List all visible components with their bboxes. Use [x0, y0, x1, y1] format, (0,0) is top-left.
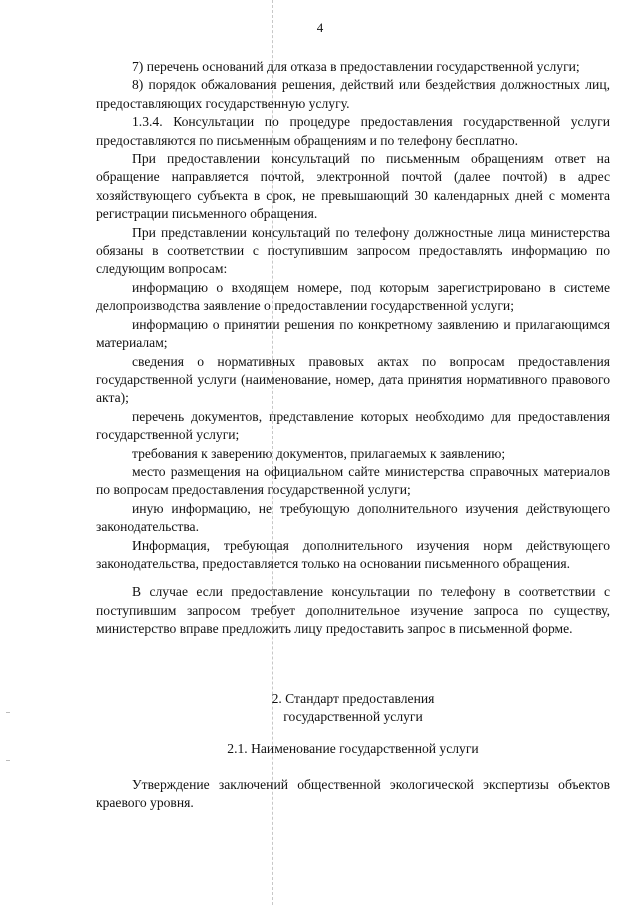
list-item: иную информацию, не требующую дополнительного изучения действующего законодательства.	[96, 500, 610, 535]
paragraph: При предоставлении консультаций по письменным обращениям ответ на обращение направляется почтой, электронной почтой (далее почтой) в адрес хозяйствующего субъекта в срок, не превышающий 30 календарных дней с момента регистрации письменного обращения.	[96, 151, 610, 222]
final-section	[96, 776, 610, 813]
list-item: место размещения на официальном сайте министерства справочных материалов по вопросам предоставления государственной услуги;	[96, 463, 610, 498]
subsection-heading: 2.1. Наименование государственной услуги	[227, 741, 479, 756]
paragraph: При представлении консультаций по телефону должностные лица министерства обязаны в соответствии с поступившим запросом предоставлять информацию по следующим вопросам:	[96, 224, 610, 277]
section-heading	[96, 690, 610, 727]
list-item-8: 8) порядок обжалования решения, действий или бездействия должностных лиц, предоставляющих государственную услугу.	[96, 77, 610, 111]
section-title-line2: государственной услуги	[283, 709, 423, 725]
list-item-7: 7) перечень оснований для отказа в предоставлении государственной услуги;	[132, 59, 580, 74]
list-item: информацию о принятии решения по конкретному заявлению и прилагающимся материалам;	[96, 316, 610, 351]
document-body	[96, 58, 610, 639]
list-item: сведения о нормативных правовых актах по вопросам предоставления государственной услуги (наименование, номер, дата принятия нормативного правового акта);	[96, 353, 610, 406]
list-item: перечень документов, представление которых необходимо для предоставления государственной услуги;	[96, 408, 610, 443]
section-title-line1: 2. Стандарт предоставления	[271, 691, 435, 706]
paragraph: Информация, требующая дополнительного изучения норм действующего законодательства, предоставляется только на основании письменного обращения.	[96, 537, 610, 571]
paragraph: Утверждение заключений общественной экологической экспертизы объектов краевого уровня.	[96, 777, 610, 811]
list-item: требования к заверению документов, прилагаемых к заявлению;	[132, 445, 506, 461]
paragraph-1-3-4: 1.3.4. Консультации по процедуре предоставления государственной услуги предоставляются по письменным обращениям и по телефону бесплатно.	[96, 114, 610, 148]
margin-mark	[6, 760, 10, 761]
margin-mark	[6, 712, 10, 713]
list-item: информацию о входящем номере, под которым зарегистрировано в системе делопроизводства заявление о предоставлении государственной услуги;	[96, 279, 610, 314]
paragraph: В случае если предоставление консультации по телефону в соответствии с поступившим запросом требует дополнительное изучение запроса по существу, министерство вправе предложить лицу предоставить запрос в письменной форме.	[96, 584, 610, 637]
page-number: 4	[316, 20, 324, 35]
